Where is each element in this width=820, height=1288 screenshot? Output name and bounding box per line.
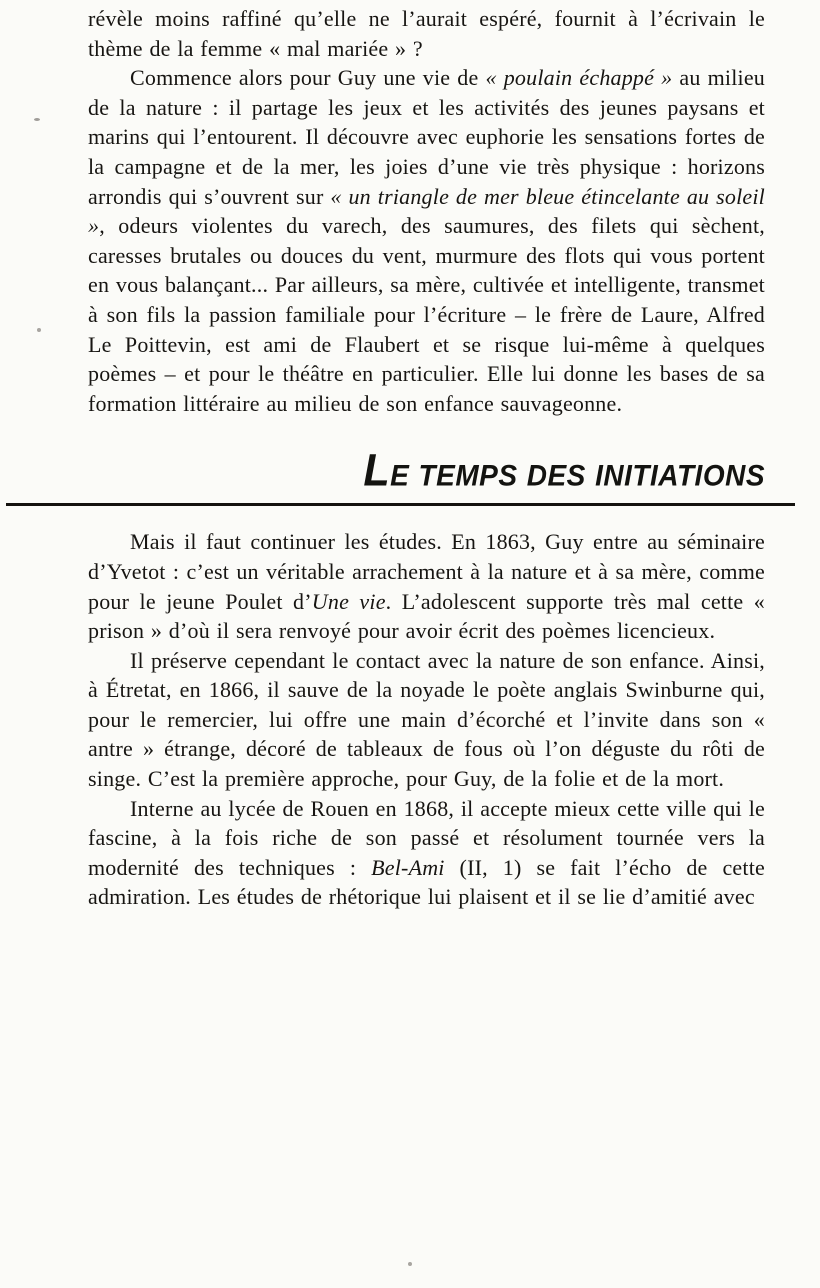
paragraph: Mais il faut continuer les études. En 1863, Guy entre au séminaire d’Yvetot : c’est un véritable arrachement à la nature et à sa mère, comme pour le jeune Poulet d’Une vie. L’adolescent supporte très mal cette « prison » d’où il sera renvoyé pour avoir écrit des poèmes licencieux. (88, 529, 765, 644)
paragraph: Il préserve cependant le contact avec la nature de son enfance. Ainsi, à Étretat, en 1866, il sauve de la noyade le poète anglais Swinburne qui, pour le remercier, lui offre une main d’écorché et l’invite dans son « antre » étrange, décoré de tableaux de fous où l’on déguste du rôti de singe. C’est la première approche, pour Guy, de la folie et de la mort. (88, 647, 765, 792)
section-heading: LE TEMPS DES INITIATIONS (363, 445, 765, 497)
scan-artifact (408, 1262, 412, 1266)
scan-artifact (37, 328, 41, 332)
heading-rule (6, 503, 795, 506)
scan-artifact (34, 118, 40, 121)
paragraph: Commence alors pour Guy une vie de « poulain échappé » au milieu de la nature : il partage les jeux et les activités des jeunes paysans et marins qui l’entourent. Il découvre avec euphorie les sensations fortes de la campagne et de la mer, les joies d’une vie très physique : horizons arrondis qui s’ouvrent sur « un triangle de mer bleue étincelante au soleil », odeurs violentes du varech, des saumures, des filets qui sèchent, caresses brutales ou douces du vent, murmure des flots qui vous portent en vous balançant... Par ailleurs, sa mère, cultivée et intelligente, transmet à son fils la passion familiale pour l’écriture – le frère de Laure, Alfred Le Poittevin, est ami de Flaubert et se risque lui-même à quelques poèmes – et pour le théâtre en particulier. Elle lui donne les bases de sa formation littéraire au milieu de son enfance sauvageonne. (88, 65, 766, 416)
paragraph-continuation: révèle moins raffiné qu’elle ne l’aurait espéré, fournit à l’écrivain le thème de la femme « mal mariée » ? (88, 6, 765, 61)
paragraph: Interne au lycée de Rouen en 1868, il accepte mieux cette ville qui le fascine, à la fois riche de son passé et résolument tournée vers la modernité des techniques : Bel-Ami (II, 1) se fait l’écho de cette admiration. Les études de rhétorique lui plaisent et il se lie d’amitié avec (88, 795, 765, 910)
